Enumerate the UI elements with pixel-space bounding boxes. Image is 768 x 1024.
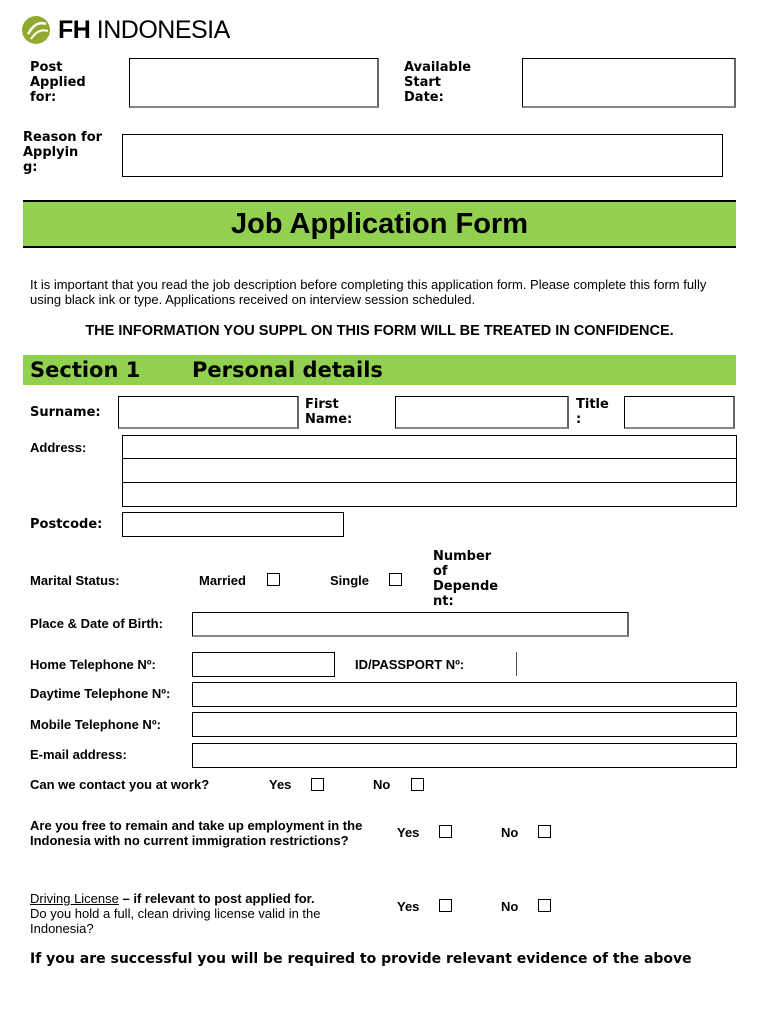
- mobile-telephone-input[interactable]: [192, 712, 737, 737]
- immigration-no-label: No: [501, 825, 519, 840]
- surname-input[interactable]: [118, 396, 299, 429]
- place-dob-label: Place & Date of Birth:: [30, 616, 163, 631]
- form-title: Job Application Form: [231, 207, 528, 240]
- address-line-3[interactable]: [122, 483, 737, 507]
- home-telephone-input[interactable]: [192, 652, 335, 677]
- married-checkbox[interactable]: [267, 573, 280, 586]
- place-dob-input[interactable]: [192, 612, 629, 637]
- address-label: Address:: [30, 440, 87, 455]
- intro-text: It is important that you read the job description before completing this application form. Please complete this form fully using black ink or type. Applications received on interview session scheduled.: [30, 277, 707, 307]
- daytime-telephone-label: Daytime Telephone Nº:: [30, 686, 171, 701]
- contact-work-no-label: No: [373, 777, 391, 792]
- driving-license-title: Driving License: [30, 891, 119, 906]
- married-label: Married: [199, 573, 246, 588]
- single-label: Single: [330, 573, 370, 588]
- home-telephone-label: Home Telephone Nº:: [30, 657, 156, 672]
- section-number: Section 1: [30, 358, 141, 382]
- driving-yes-checkbox[interactable]: [439, 899, 452, 912]
- section-1-header: [23, 355, 736, 385]
- evidence-note: If you are successful you will be required to provide relevant evidence of the above: [30, 951, 692, 967]
- company-logo: [22, 14, 252, 48]
- driving-no-label: No: [501, 899, 519, 914]
- daytime-telephone-input[interactable]: [192, 682, 737, 707]
- contact-work-no-checkbox[interactable]: [411, 778, 424, 791]
- driving-no-checkbox[interactable]: [538, 899, 551, 912]
- email-label: E-mail address:: [30, 747, 127, 762]
- driving-license-suffix: – if relevant to post applied for.: [118, 891, 315, 906]
- post-applied-label: Post Applied for:: [30, 60, 86, 105]
- title-label: Title :: [576, 397, 609, 427]
- logo-text: FH INDONESIA: [58, 16, 230, 44]
- immigration-label: Are you free to remain and take up employment in the Indonesia with no current immigration restrictions?: [30, 818, 363, 848]
- first-name-label: First Name:: [305, 397, 353, 427]
- single-checkbox[interactable]: [389, 573, 402, 586]
- driving-license-block: [30, 891, 375, 936]
- driving-yes-label: Yes: [397, 899, 420, 914]
- first-name-input[interactable]: [395, 396, 569, 429]
- surname-label: Surname:: [30, 405, 101, 420]
- contact-work-yes-checkbox[interactable]: [311, 778, 324, 791]
- immigration-no-checkbox[interactable]: [538, 825, 551, 838]
- title-input[interactable]: [624, 396, 735, 429]
- available-start-input[interactable]: [522, 58, 736, 108]
- available-start-label: Available Start Date:: [404, 60, 472, 105]
- id-passport-label: ID/PASSPORT Nº:: [355, 657, 465, 672]
- post-applied-input[interactable]: [129, 58, 379, 108]
- email-input[interactable]: [192, 743, 737, 768]
- marital-status-label: Marital Status:: [30, 573, 120, 588]
- address-line-2[interactable]: [122, 459, 737, 483]
- address-line-1[interactable]: [122, 435, 737, 459]
- reason-input[interactable]: [122, 134, 723, 177]
- immigration-yes-checkbox[interactable]: [439, 825, 452, 838]
- contact-work-label: Can we contact you at work?: [30, 777, 210, 792]
- section-title: Personal details: [192, 358, 383, 382]
- contact-work-yes-label: Yes: [269, 777, 292, 792]
- id-passport-input[interactable]: [516, 652, 517, 676]
- form-title-bar: [23, 200, 736, 248]
- confidential-notice: THE INFORMATION YOU SUPPL ON THIS FORM WILL BE TREATED IN CONFIDENCE.: [85, 323, 674, 339]
- driving-license-question: Do you hold a full, clean driving license valid in the Indonesia?: [30, 906, 321, 936]
- mobile-telephone-label: Mobile Telephone Nº:: [30, 717, 161, 732]
- postcode-input[interactable]: [122, 512, 344, 537]
- postcode-label: Postcode:: [30, 517, 103, 532]
- dependents-label: Number of Depende nt:: [433, 549, 499, 609]
- reason-label: Reason for Applyin g:: [23, 130, 103, 175]
- immigration-yes-label: Yes: [397, 825, 420, 840]
